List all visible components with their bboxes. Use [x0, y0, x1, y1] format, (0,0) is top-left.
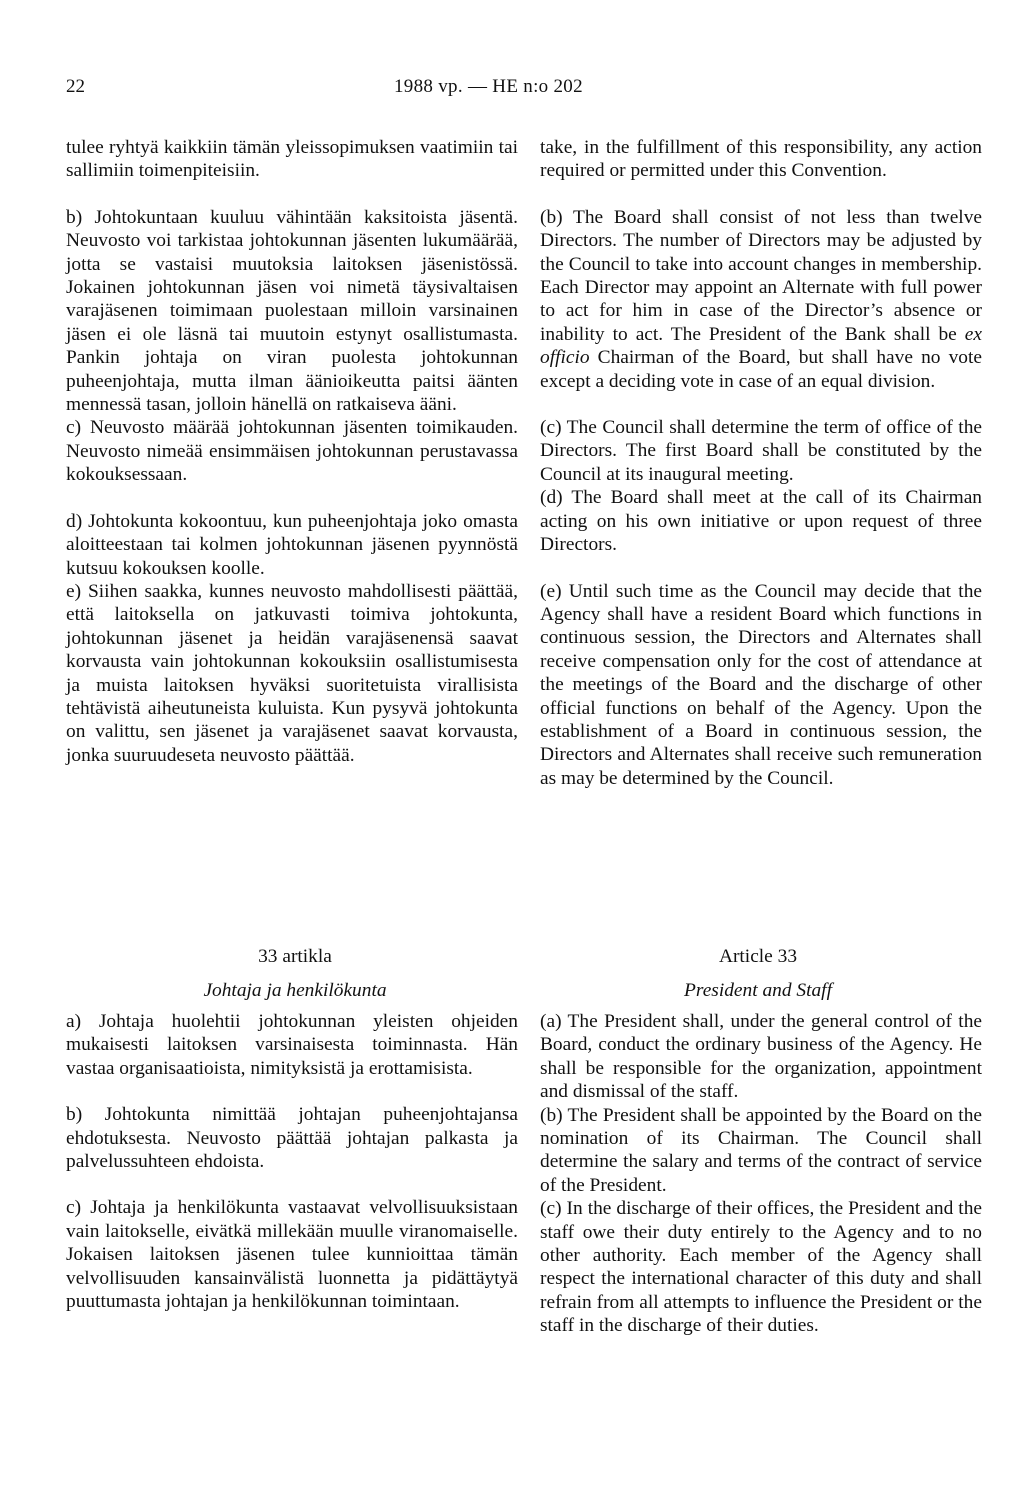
- paragraph: (b) The President shall be appointed by the Board on the nomination of its Chairman. The Council shall determine the salary and terms of the contract of service of the President.: [540, 1104, 982, 1196]
- page-header: [0, 76, 1024, 106]
- paragraph: tulee ryhtyä kaikkiin tämän yleissopimuksen vaatimiin tai sallimiin toimenpiteisiin.: [66, 137, 518, 182]
- paragraph: (d) The Board shall meet at the call of its Chairman acting on his own initiative or upon request of three Directors.: [540, 487, 982, 556]
- paragraph: d) Johtokunta kokoontuu, kun puheenjohtaja joko omasta aloitteestaan tai kolmen johtokunnan jäsenen pyynnöstä kutsuu kokouksen koolle.: [66, 510, 518, 579]
- paragraph: b) Johtokuntaan kuuluu vähintään kaksitoista jäsentä. Neuvosto voi tarkistaa johtokunnan jäsenten lukumäärää, jotta se vastaisi muutoksia laitoksen jäsenistössä. Jokainen johtokunnan jäsen voi nimetä täysivaltaisen varajäsenen toimimaan puolestaan milloin varsinainen jäsen ei ole läsnä tai muutoin estynyt osallistumasta. Pankin johtaja on viran puolesta johtokunnan puheenjohtaja, mutta ilman äänioikeutta paitsi äänten mennessä tasan, jolloin hänellä on ratkaiseva ääni.: [66, 206, 518, 416]
- paragraph: b) Johtokunta nimittää johtajan puheenjohtajansa ehdotuksesta. Neuvosto päättää johtajan palkasta ja palvelussuhteen ehdoista.: [66, 1104, 518, 1173]
- paragraph: take, in the fulfillment of this responsibility, any action required or permitted under this Convention.: [540, 137, 982, 182]
- paragraph: c) Johtaja ja henkilökunta vastaavat velvollisuuksistaan vain laitokselle, eivätkä millekään muulle viranomaiselle. Jokaisen laitoksen jäsenen tulee kunnioittaa tämän velvollisuuden kansainvälistä luonnetta ja pidättäytyä puuttumasta johtajan ja henkilökunnan toimintaan.: [66, 1197, 518, 1313]
- paragraph: [540, 206, 982, 393]
- paragraph-text: (b) The Board shall consist of not less than twelve Directors. The number of Directors may be adjusted by the Council to take into account changes in membership. Each Director may appoint an Alternate with full power to act for him in case of the Director’s absence or inability to act. The President of the Bank shall be: [540, 206, 982, 345]
- paragraph: a) Johtaja huolehtii johtokunnan yleisten ohjeiden mukaisesti laitoksen varsinaisesta toiminnasta. Hän vastaa organisaatioista, nimityksistä ja erottamisista.: [66, 1011, 518, 1079]
- running-head: 1988 vp. — HE n:o 202: [394, 76, 583, 97]
- italic-term: ex officio: [540, 323, 982, 369]
- page-number: 22: [66, 76, 85, 97]
- paragraph-text: Chairman of the Board, but shall have no vote except a deciding vote in case of an equal division.: [540, 347, 982, 392]
- paragraph: e) Siihen saakka, kunnes neuvosto mahdollisesti päättää, että laitoksella on jatkuvasti toimiva johtokunta, johtokunnan jäsenet ja heidän varajäsenensä saavat korvausta vain johtokunnan kokouksiin osallistumisesta ja muista laitoksen hyväksi suoritetuista virallisista tehtävistä aiheutuneista kuluista. Kun pysyvä johtokunta on valittu, sen jäsenet ja varajäsenet saavat korvausta, jonka suuruudeseta neuvosto päättää.: [66, 580, 518, 766]
- article-number: 33 artikla: [258, 946, 332, 967]
- paragraph: (c) In the discharge of their offices, the President and the staff owe their duty entirely to the Agency and to no other authority. Each member of the Agency shall respect the international character of this duty and shall refrain from all attempts to influence the President or the staff in the discharge of their duties.: [540, 1198, 982, 1337]
- paragraph: (a) The President shall, under the general control of the Board, conduct the ordinary business of the Agency. He shall be responsible for the organization, appointment and dismissal of the staff.: [540, 1011, 982, 1103]
- paragraph: (e) Until such time as the Council may decide that the Agency shall have a resident Board which functions in continuous session, the Directors and Alternates shall receive compensation only for the cost of attendance at the meetings of the Board and the discharge of other official functions on behalf of the Agency. Upon the establishment of a Board in continuous session, the Directors and Alternates shall receive such remuneration as may be determined by the Council.: [540, 580, 982, 789]
- article-number: Article 33: [718, 946, 798, 967]
- paragraph: (c) The Council shall determine the term of office of the Directors. The first Board shall be constituted by the Council at its inaugural meeting.: [540, 417, 982, 485]
- finnish-column-top: [66, 136, 518, 767]
- paragraph: c) Neuvosto määrää johtokunnan jäsenten toimikauden. Neuvosto nimeää ensimmäisen johtokunnan perustavassa kokouksessaan.: [66, 417, 518, 486]
- finnish-column-article: [66, 1010, 518, 1313]
- article-title: Johtaja ja henkilökunta: [203, 980, 387, 1001]
- english-column-top: [540, 136, 982, 790]
- english-column-article: [540, 1010, 982, 1338]
- article-title: President and Staff: [684, 980, 832, 1001]
